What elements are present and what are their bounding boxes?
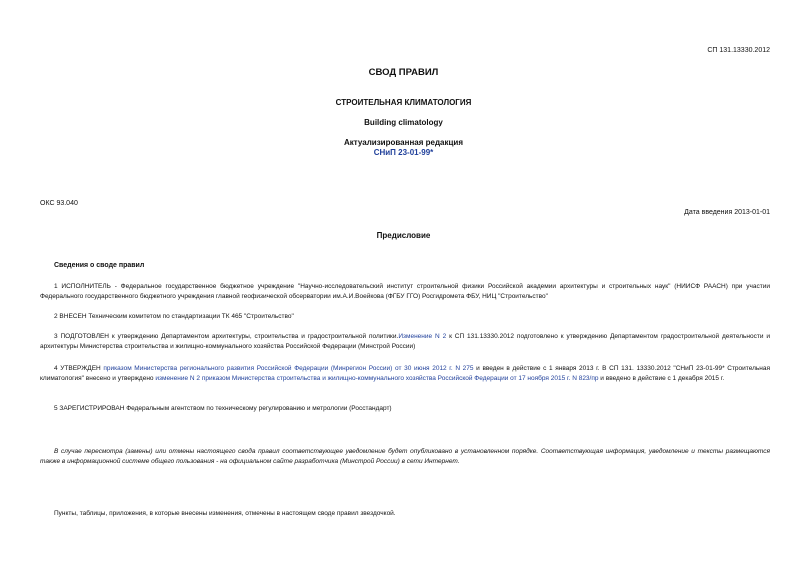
paragraph-prepared-text-a: 3 ПОДГОТОВЛЕН к утверждению Департаментом архитектуры, строительства и градостроительной политики. xyxy=(54,333,399,340)
paragraph-prepared-text-b: к СП 131.13330.2012 подготовлено к утверждению Департаментом градостроительной деятельности и архитектуры Министерства строительства и жилищно-коммунального хозяйства Российской Федерации (Минстрой России) xyxy=(40,333,770,350)
amendment-2-link[interactable]: Изменение N 2 xyxy=(398,333,447,340)
document-subtitle-en: Building climatology xyxy=(364,118,443,127)
changes-note: Пункты, таблицы, приложения, в которые внесены изменения, отмечены в настоящем своде правил звездочкой. xyxy=(54,510,396,517)
revision-note: В случае пересмотра (замены) или отмены настоящего свода правил соответствующее уведомление будет опубликовано в установленном порядке. Соответствующая информация, уведомление и тексты размещаются также в информационной системе общего пользования - на официальном сайте разработчика (Минстрой России) в сети Интернет. xyxy=(40,448,770,465)
paragraph-introduced: 2 ВНЕСЕН Техническим комитетом по стандартизации ТК 465 "Строительство" xyxy=(54,313,294,320)
info-heading: Сведения о своде правил xyxy=(54,262,145,269)
preface-heading: Предисловие xyxy=(376,231,431,240)
paragraph-approved-text-a: 4 УТВЕРЖДЕН xyxy=(54,365,104,372)
paragraph-prepared xyxy=(40,332,770,351)
order-275-link[interactable]: приказом Министерства регионального развития Российской Федерации (Минрегион России) от 30 июня 2012 г. N 275 xyxy=(103,365,474,372)
paragraph-approved-text-c: и введено в действие с 1 декабря 2015 г. xyxy=(598,374,725,382)
paragraph-registered: 5 ЗАРЕГИСТРИРОВАН Федеральным агентством по техническому регулированию и метрологии (Росстандарт) xyxy=(54,405,392,412)
intro-date: Дата введения 2013-01-01 xyxy=(684,209,770,216)
paragraph-executor: 1 ИСПОЛНИТЕЛЬ - Федеральное государственное бюджетное учреждение "Научно-исследовательский институт строительной физики Российской академии архитектуры и строительных наук" (НИИСФ РААСН) при участии Федерального государственного бюджетного учреждения главной геофизической обсерватории им.А.И.Воейкова (ФГБУ ГГО) Росгидромета ФБУ, НИЦ "Строительство" xyxy=(40,283,770,300)
order-823-link[interactable]: изменение N 2 приказом Министерства строительства и жилищно-коммунального хозяйства Российской Федерации от 17 ноября 2015 г. N 823/пр xyxy=(155,374,599,382)
paragraph-approved-text-b: и введен в действие с 1 января 2013 г. В СП 131. 13330.2012 "СНиП 23-01-99* Строительная климатология" внесено и утверждено xyxy=(40,365,770,382)
snip-link[interactable]: СНиП 23-01-99* xyxy=(373,148,434,157)
paragraph-approved xyxy=(40,364,770,383)
document-subtitle-ru: СТРОИТЕЛЬНАЯ КЛИМАТОЛОГИЯ xyxy=(335,98,472,107)
edition-label: Актуализированная редакция xyxy=(344,138,463,147)
oks-code: ОКС 93.040 xyxy=(40,200,78,207)
document-code: СП 131.13330.2012 xyxy=(707,47,770,54)
document-title: СВОД ПРАВИЛ xyxy=(368,67,439,78)
